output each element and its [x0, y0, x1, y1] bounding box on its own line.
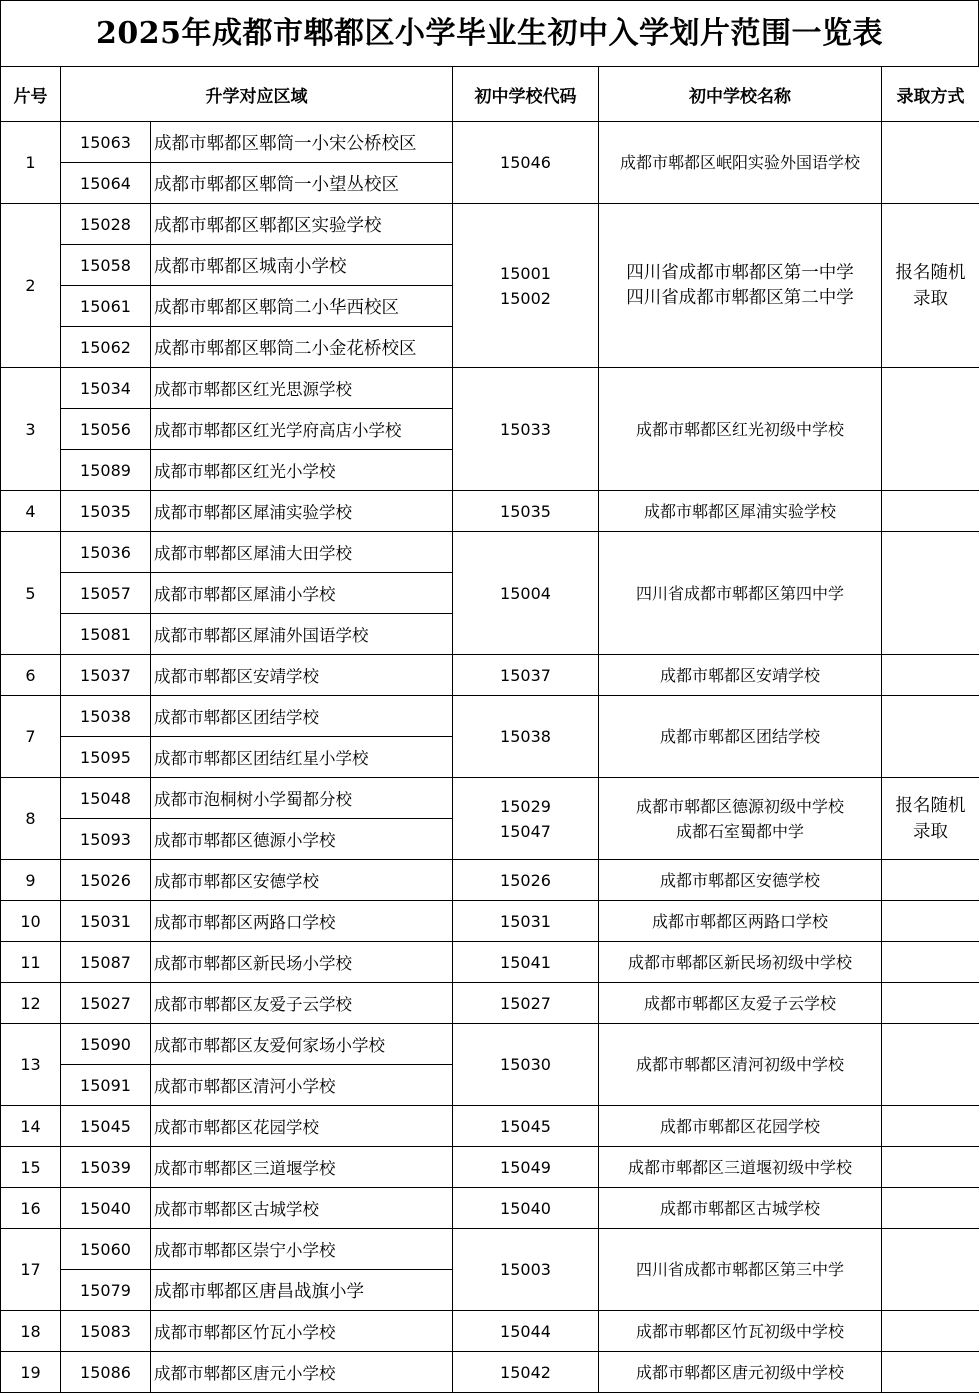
admission-method-cell — [882, 655, 979, 696]
admission-method-cell — [882, 1352, 979, 1393]
middle-name-cell — [599, 1188, 882, 1229]
admission-method: 录取 — [913, 821, 948, 842]
middle-name-cell — [599, 122, 882, 204]
zone-number-cell: 18 — [1, 1311, 61, 1352]
primary-name-cell: 成都市郫都区两路口学校 — [151, 901, 453, 942]
middle-code-cell — [453, 1147, 599, 1188]
primary-code-cell: 15062 — [61, 327, 151, 368]
primary-name-cell: 成都市郫都区古城学校 — [151, 1188, 453, 1229]
middle-code-cell — [453, 778, 599, 860]
table-row — [1, 983, 979, 1024]
table-row — [1, 778, 979, 819]
table-row — [1, 491, 979, 532]
middle-code: 15046 — [500, 153, 551, 172]
admission-method-cell — [882, 491, 979, 532]
middle-name-cell — [599, 1024, 882, 1106]
primary-code-cell: 15079 — [61, 1270, 151, 1311]
middle-code: 15033 — [500, 419, 551, 439]
middle-name-cell — [599, 1311, 882, 1352]
zone-number-cell: 11 — [1, 942, 61, 983]
primary-code-cell: 15038 — [61, 696, 151, 737]
primary-name-cell: 成都市郫都区唐元小学校 — [151, 1352, 453, 1393]
table-row — [1, 901, 979, 942]
primary-name-cell: 成都市郫都区团结红星小学校 — [151, 737, 453, 778]
middle-name: 四川省成都市郫都区第三中学 — [635, 1260, 844, 1279]
zone-number-cell: 6 — [1, 655, 61, 696]
primary-code-cell: 15045 — [61, 1106, 151, 1147]
middle-name: 成都市郫都区唐元初级中学校 — [635, 1362, 844, 1382]
page-title: 2025年成都市郫都区小学毕业生初中入学划片范围一览表 — [0, 0, 979, 66]
middle-name: 成都市郫都区红光初级中学校 — [635, 419, 844, 439]
table-row — [1, 532, 979, 573]
middle-code: 15027 — [500, 993, 551, 1013]
primary-name-cell: 成都市郫都区崇宁小学校 — [151, 1229, 453, 1270]
middle-code-cell — [453, 860, 599, 901]
table-row — [1, 1311, 979, 1352]
middle-name-cell — [599, 1147, 882, 1188]
zone-number-cell: 15 — [1, 1147, 61, 1188]
header-admission-method: 录取方式 — [882, 67, 979, 122]
primary-name-cell: 成都市郫都区郫筒一小望丛校区 — [151, 163, 453, 204]
primary-name-cell: 成都市郫都区安靖学校 — [151, 655, 453, 696]
middle-code: 15003 — [500, 1260, 551, 1279]
middle-name-cell — [599, 655, 882, 696]
middle-code-cell — [453, 368, 599, 491]
primary-code-cell: 15091 — [61, 1065, 151, 1106]
middle-code: 15041 — [500, 952, 551, 972]
primary-code-cell: 15064 — [61, 163, 151, 204]
primary-code-cell: 15060 — [61, 1229, 151, 1270]
middle-name: 成都市郫都区安靖学校 — [659, 665, 820, 685]
admission-method-cell — [882, 860, 979, 901]
zone-number-cell: 16 — [1, 1188, 61, 1229]
middle-code-cell — [453, 696, 599, 778]
primary-name-cell: 成都市郫都区新民场小学校 — [151, 942, 453, 983]
primary-name-cell: 成都市郫都区红光学府高店小学校 — [151, 409, 453, 450]
table-row — [1, 122, 979, 163]
middle-code: 15044 — [500, 1321, 551, 1341]
middle-code-cell — [453, 1024, 599, 1106]
table-row — [1, 1229, 979, 1270]
admission-method-cell — [882, 901, 979, 942]
header-middle-code: 初中学校代码 — [453, 67, 599, 122]
middle-code: 15047 — [500, 821, 551, 841]
middle-code-cell — [453, 122, 599, 204]
middle-code: 15029 — [500, 796, 551, 816]
middle-code: 15040 — [500, 1198, 551, 1218]
admission-method-cell — [882, 1311, 979, 1352]
zone-number-cell: 7 — [1, 696, 61, 778]
table-row — [1, 942, 979, 983]
admission-method-cell — [882, 122, 979, 204]
primary-code-cell: 15063 — [61, 122, 151, 163]
middle-name-cell — [599, 1106, 882, 1147]
middle-name-cell — [599, 1352, 882, 1393]
admission-method-cell — [882, 204, 979, 368]
middle-code: 15004 — [500, 583, 551, 603]
header-zone-no: 片号 — [1, 67, 61, 122]
middle-name: 四川省成都市郫都区第一中学 — [626, 262, 854, 283]
middle-name-cell — [599, 778, 882, 860]
table-row — [1, 1024, 979, 1065]
primary-name-cell: 成都市郫都区郫筒二小华西校区 — [151, 286, 453, 327]
zone-number-cell: 1 — [1, 122, 61, 204]
zone-number-cell: 12 — [1, 983, 61, 1024]
primary-name-cell: 成都市郫都区郫筒二小金花桥校区 — [151, 327, 453, 368]
middle-code-cell — [453, 1352, 599, 1393]
primary-name-cell: 成都市郫都区安德学校 — [151, 860, 453, 901]
primary-code-cell: 15040 — [61, 1188, 151, 1229]
middle-name: 四川省成都市郫都区第二中学 — [626, 287, 854, 308]
primary-code-cell: 15061 — [61, 286, 151, 327]
primary-code-cell: 15028 — [61, 204, 151, 245]
primary-code-cell: 15039 — [61, 1147, 151, 1188]
zone-number-cell: 17 — [1, 1229, 61, 1311]
admission-method-cell — [882, 1229, 979, 1311]
header-middle-name: 初中学校名称 — [599, 67, 882, 122]
primary-code-cell: 15086 — [61, 1352, 151, 1393]
primary-name-cell: 成都市郫都区犀浦实验学校 — [151, 491, 453, 532]
primary-code-cell: 15026 — [61, 860, 151, 901]
table-row — [1, 696, 979, 737]
middle-name-cell — [599, 860, 882, 901]
primary-code-cell: 15036 — [61, 532, 151, 573]
primary-name-cell: 成都市郫都区红光小学校 — [151, 450, 453, 491]
middle-code-cell — [453, 1229, 599, 1311]
primary-code-cell: 15058 — [61, 245, 151, 286]
admission-method-cell — [882, 983, 979, 1024]
middle-name: 成都石室蜀都中学 — [675, 821, 804, 841]
middle-code: 15026 — [500, 870, 551, 890]
middle-name: 成都市郫都区新民场初级中学校 — [627, 952, 852, 972]
zone-number-cell: 8 — [1, 778, 61, 860]
middle-name: 成都市郫都区古城学校 — [659, 1198, 820, 1218]
middle-code: 15045 — [500, 1116, 551, 1136]
middle-name-cell — [599, 696, 882, 778]
middle-name: 成都市郫都区清河初级中学校 — [635, 1055, 844, 1074]
middle-name: 成都市郫都区德源初级中学校 — [635, 796, 844, 816]
primary-code-cell: 15095 — [61, 737, 151, 778]
middle-code-cell — [453, 942, 599, 983]
primary-code-cell: 15056 — [61, 409, 151, 450]
middle-name-cell — [599, 532, 882, 655]
middle-name-cell — [599, 491, 882, 532]
table-row — [1, 860, 979, 901]
primary-code-cell: 15027 — [61, 983, 151, 1024]
primary-name-cell: 成都市郫都区郫筒一小宋公桥校区 — [151, 122, 453, 163]
middle-name-cell — [599, 983, 882, 1024]
header-primary-area: 升学对应区域 — [61, 67, 453, 122]
admission-method: 报名随机 — [895, 795, 966, 816]
middle-code: 15031 — [500, 911, 551, 931]
primary-name-cell: 成都市郫都区竹瓦小学校 — [151, 1311, 453, 1352]
middle-name-cell — [599, 204, 882, 368]
table-row — [1, 204, 979, 245]
primary-code-cell: 15083 — [61, 1311, 151, 1352]
primary-code-cell: 15031 — [61, 901, 151, 942]
admission-method-cell — [882, 1188, 979, 1229]
middle-code-cell — [453, 655, 599, 696]
zone-number-cell: 14 — [1, 1106, 61, 1147]
middle-name: 四川省成都市郫都区第四中学 — [635, 583, 844, 603]
middle-name-cell — [599, 368, 882, 491]
middle-name: 成都市郫都区团结学校 — [659, 727, 820, 746]
table-row — [1, 1106, 979, 1147]
middle-code: 15030 — [500, 1055, 551, 1074]
table-row — [1, 1352, 979, 1393]
middle-code: 15001 — [500, 263, 551, 283]
primary-code-cell: 15048 — [61, 778, 151, 819]
table-row — [1, 655, 979, 696]
admission-method: 录取 — [913, 288, 948, 309]
primary-name-cell: 成都市郫都区团结学校 — [151, 696, 453, 737]
middle-name: 成都市郫都区岷阳实验外国语学校 — [619, 153, 860, 172]
primary-code-cell: 15089 — [61, 450, 151, 491]
zone-number-cell: 9 — [1, 860, 61, 901]
primary-name-cell: 成都市郫都区唐昌战旗小学 — [151, 1270, 453, 1311]
middle-name: 成都市郫都区竹瓦初级中学校 — [635, 1321, 844, 1341]
middle-code: 15002 — [500, 288, 551, 308]
middle-name: 成都市郫都区两路口学校 — [651, 911, 828, 931]
middle-code-cell — [453, 1311, 599, 1352]
primary-name-cell: 成都市郫都区友爱何家场小学校 — [151, 1024, 453, 1065]
middle-code: 15042 — [500, 1362, 551, 1382]
primary-name-cell: 成都市郫都区花园学校 — [151, 1106, 453, 1147]
primary-name-cell: 成都市郫都区友爱子云学校 — [151, 983, 453, 1024]
middle-name-cell — [599, 1229, 882, 1311]
zone-number-cell: 5 — [1, 532, 61, 655]
primary-name-cell: 成都市郫都区犀浦外国语学校 — [151, 614, 453, 655]
middle-code-cell — [453, 1106, 599, 1147]
middle-name-cell — [599, 901, 882, 942]
admission-method-cell — [882, 1106, 979, 1147]
primary-name-cell: 成都市郫都区红光思源学校 — [151, 368, 453, 409]
primary-code-cell: 15093 — [61, 819, 151, 860]
zone-number-cell: 4 — [1, 491, 61, 532]
zone-number-cell: 13 — [1, 1024, 61, 1106]
table-row — [1, 1147, 979, 1188]
middle-code: 15049 — [500, 1157, 551, 1177]
primary-code-cell: 15034 — [61, 368, 151, 409]
zoning-table — [0, 66, 979, 1393]
admission-method-cell — [882, 368, 979, 491]
table-body — [1, 122, 979, 1393]
middle-code: 15035 — [500, 501, 551, 521]
zone-number-cell: 3 — [1, 368, 61, 491]
primary-code-cell: 15037 — [61, 655, 151, 696]
table-row — [1, 1188, 979, 1229]
primary-code-cell: 15087 — [61, 942, 151, 983]
zone-number-cell: 10 — [1, 901, 61, 942]
middle-code: 15037 — [500, 665, 551, 685]
middle-code: 15038 — [500, 727, 551, 746]
middle-name: 成都市郫都区安德学校 — [659, 870, 820, 890]
middle-name-cell — [599, 942, 882, 983]
primary-code-cell: 15035 — [61, 491, 151, 532]
header-row — [1, 67, 979, 122]
middle-name: 成都市郫都区犀浦实验学校 — [643, 501, 836, 521]
admission-method-cell — [882, 532, 979, 655]
primary-name-cell: 成都市泡桐树小学蜀都分校 — [151, 778, 453, 819]
primary-name-cell: 成都市郫都区犀浦小学校 — [151, 573, 453, 614]
admission-method-cell — [882, 942, 979, 983]
primary-name-cell: 成都市郫都区郫都区实验学校 — [151, 204, 453, 245]
primary-name-cell: 成都市郫都区城南小学校 — [151, 245, 453, 286]
primary-code-cell: 15057 — [61, 573, 151, 614]
admission-method-cell — [882, 1024, 979, 1106]
middle-code-cell — [453, 983, 599, 1024]
table-row — [1, 368, 979, 409]
admission-method: 报名随机 — [895, 262, 966, 283]
primary-name-cell: 成都市郫都区清河小学校 — [151, 1065, 453, 1106]
primary-name-cell: 成都市郫都区犀浦大田学校 — [151, 532, 453, 573]
middle-code-cell — [453, 491, 599, 532]
middle-code-cell — [453, 532, 599, 655]
primary-code-cell: 15090 — [61, 1024, 151, 1065]
zone-number-cell: 19 — [1, 1352, 61, 1393]
middle-name: 成都市郫都区友爱子云学校 — [643, 993, 836, 1013]
middle-code-cell — [453, 204, 599, 368]
admission-method-cell — [882, 696, 979, 778]
zone-number-cell: 2 — [1, 204, 61, 368]
admission-method-cell — [882, 1147, 979, 1188]
middle-code-cell — [453, 901, 599, 942]
primary-code-cell: 15081 — [61, 614, 151, 655]
primary-name-cell: 成都市郫都区德源小学校 — [151, 819, 453, 860]
primary-name-cell: 成都市郫都区三道堰学校 — [151, 1147, 453, 1188]
middle-code-cell — [453, 1188, 599, 1229]
admission-method-cell — [882, 778, 979, 860]
middle-name: 成都市郫都区花园学校 — [659, 1116, 820, 1136]
middle-name: 成都市郫都区三道堰初级中学校 — [627, 1157, 852, 1177]
